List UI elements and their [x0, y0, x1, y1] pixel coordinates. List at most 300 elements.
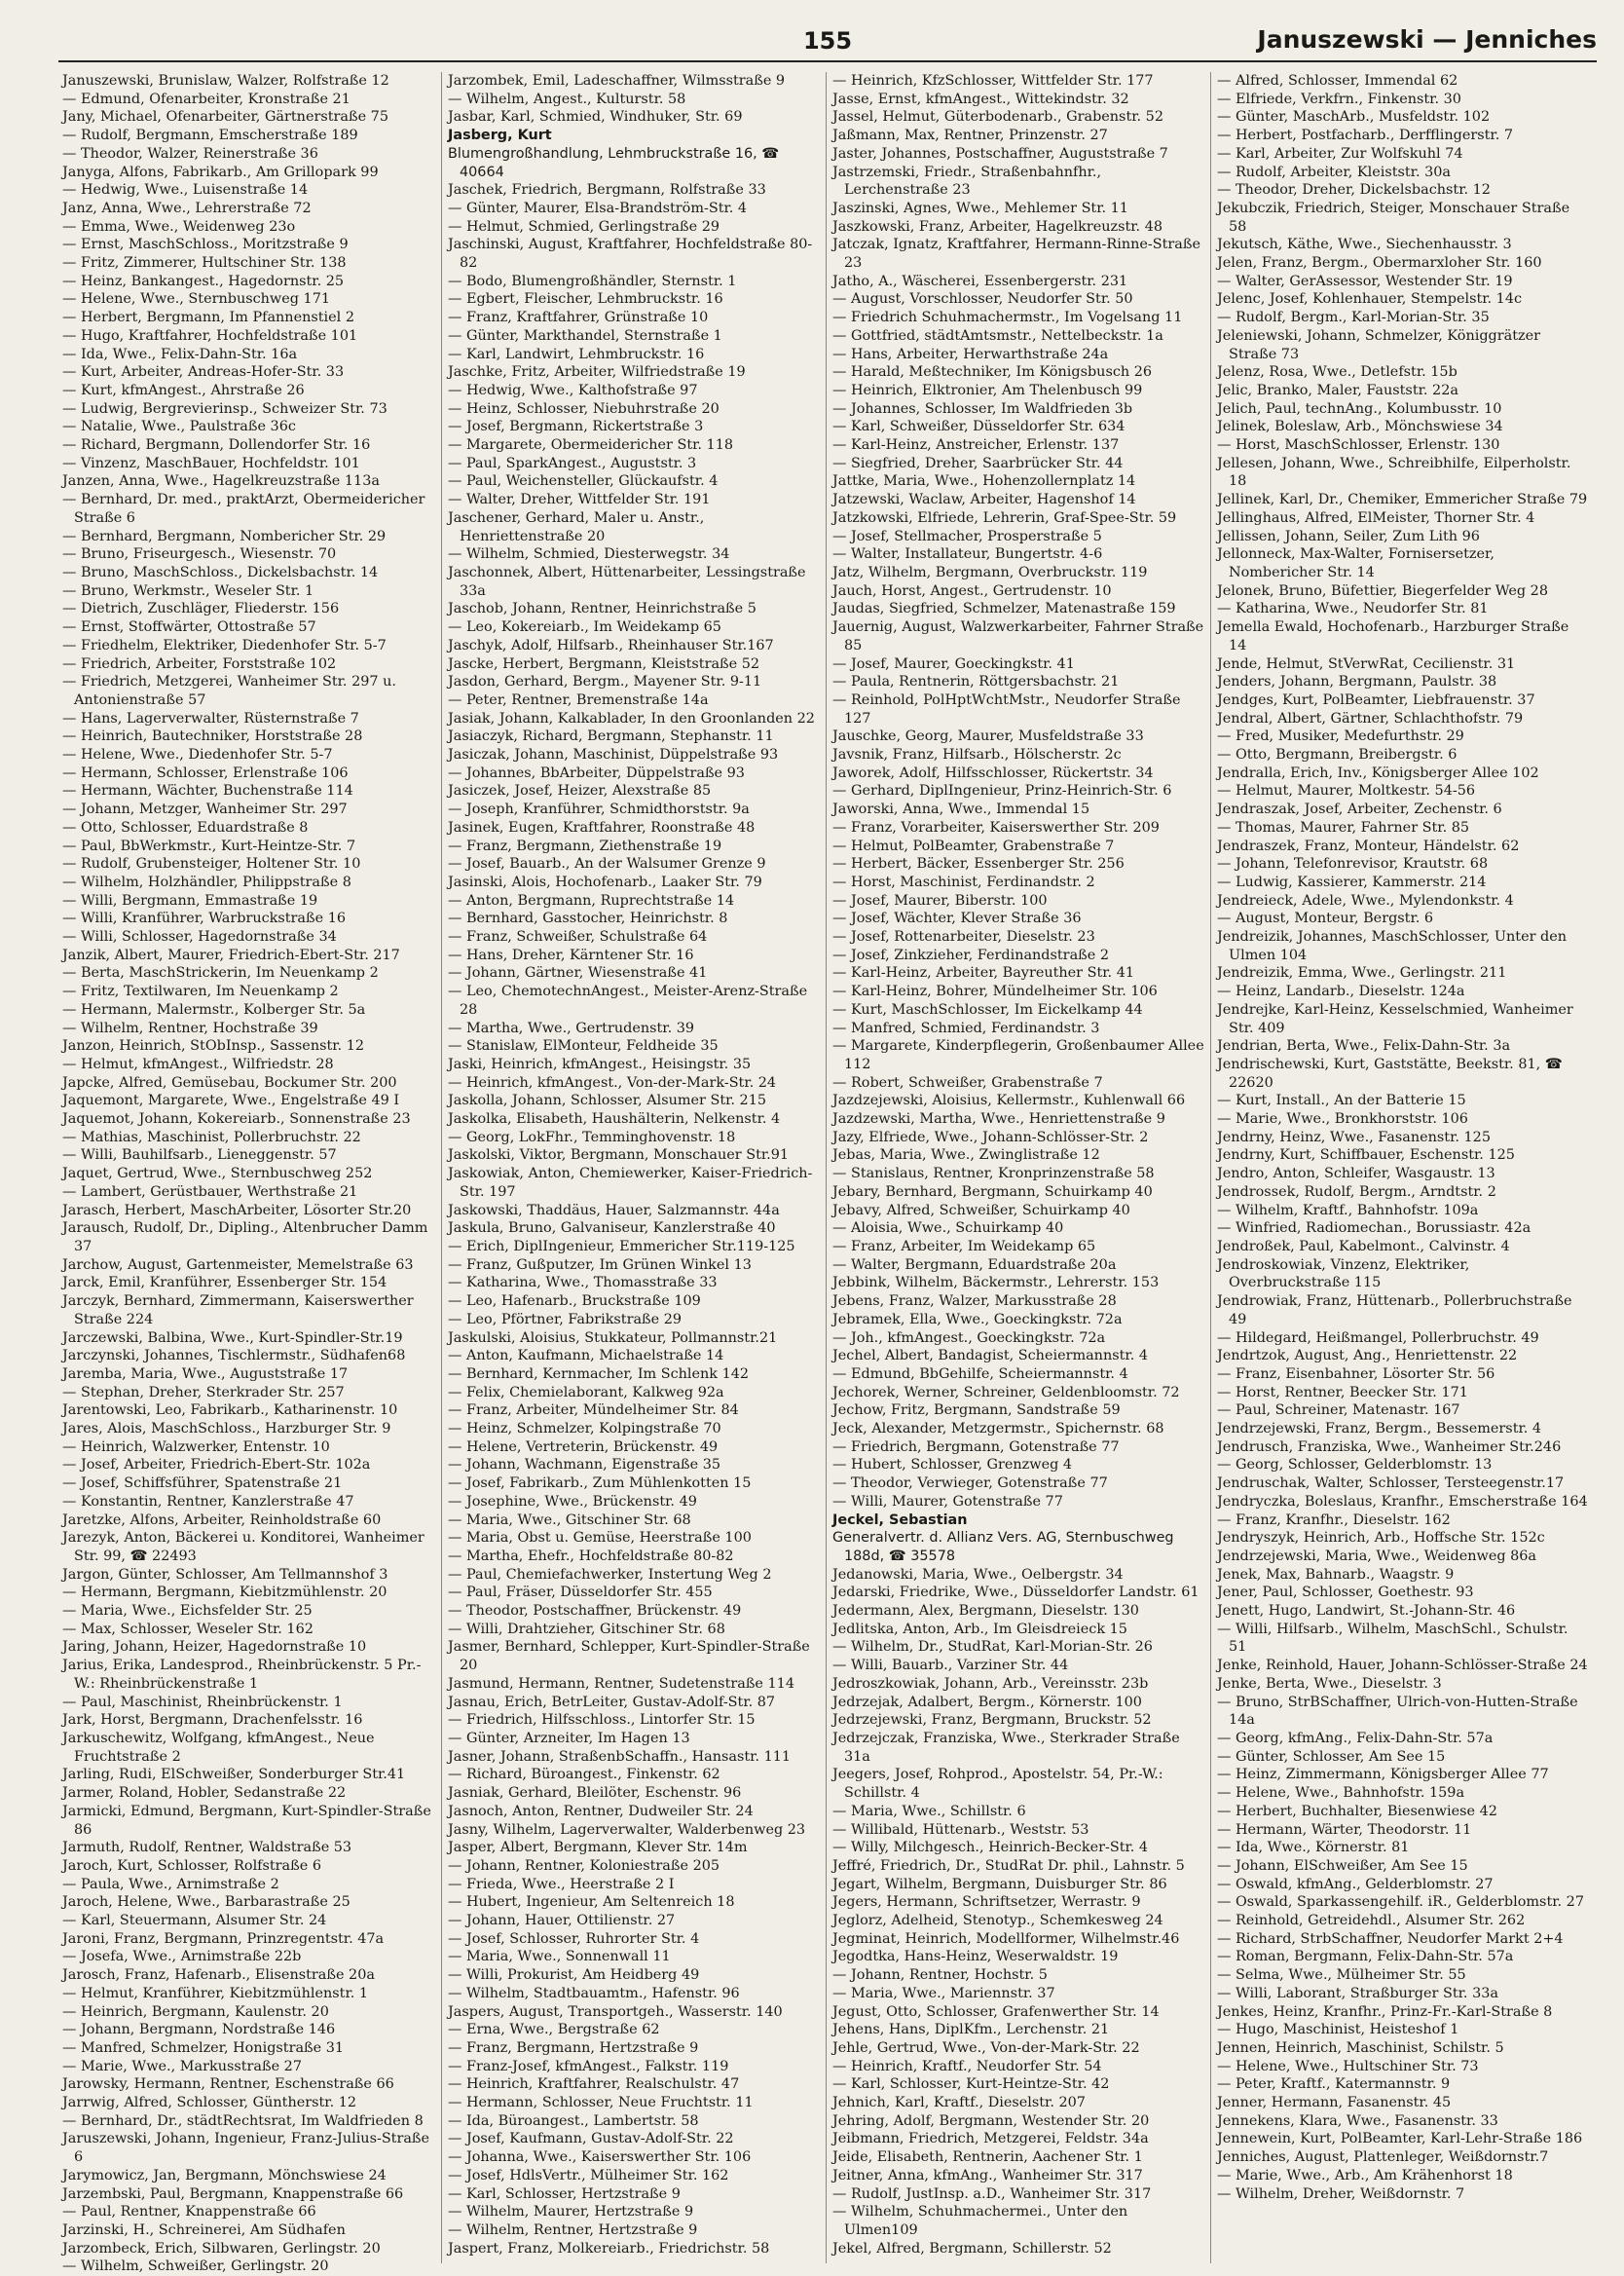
- directory-entry: Jendraszak, Josef, Arbeiter, Zechenstr. 6: [1217, 802, 1502, 818]
- directory-entry: — Josef, Bauarb., An der Walsumer Grenze 9: [448, 856, 766, 873]
- directory-entry: Jasberg, Kurt: [448, 128, 552, 144]
- directory-entry: — Heinz, Zimmermann, Königsberger Allee 77: [1217, 1767, 1549, 1783]
- directory-entry: Jendroßek, Paul, Kabelmont., Calvinstr. 4: [1217, 1239, 1510, 1254]
- directory-entry: — Günter, Markthandel, Sternstraße 1: [448, 327, 722, 344]
- directory-entry: — Johann, Rentner, Koloniestraße 205: [448, 1857, 720, 1874]
- directory-entry: — Helene, Vertreterin, Brückenstr. 49: [448, 1438, 719, 1455]
- directory-entry: — Josef, Rottenarbeiter, Dieselstr. 23: [832, 929, 1095, 946]
- directory-entry: Jaspers, August, Transportgeh., Wasserstr. 140: [448, 2003, 783, 2020]
- directory-entry: Jasniak, Gerhard, Bleilöter, Eschenstr. 96: [448, 1785, 742, 1802]
- directory-entry: — Marie, Wwe., Markusstraße 27: [62, 2058, 302, 2074]
- directory-entry: — Theodor, Walzer, Reinerstraße 36: [62, 145, 318, 162]
- directory-entry: — Franz, Arbeiter, Im Weidekamp 65: [832, 1239, 1096, 1254]
- directory-entry: — Helmut, Kranführer, Kiebitzmühlenstr. 1: [62, 1985, 369, 2001]
- directory-entry: Jasner, Johann, StraßenbSchaffn., Hansastr. 111: [448, 1748, 792, 1765]
- directory-entry: Jaroni, Franz, Bergmann, Prinzregentstr. 47a: [62, 1930, 385, 1947]
- directory-entry: — Bruno, Werkmstr., Weseler Str. 1: [62, 582, 314, 599]
- directory-entry: Jelenc, Josef, Kohlenhauer, Stempelstr. 14c: [1217, 291, 1523, 308]
- directory-entry: Jendreizik, Emma, Wwe., Gerlingstr. 211: [1217, 965, 1507, 982]
- directory-entry: — Johann, Hauer, Ottilienstr. 27: [448, 1913, 676, 1929]
- directory-entry: — Herbert, Postfacharb., Derfflingerstr. 7: [1217, 128, 1514, 144]
- directory-entry: — Karl, Schweißer, Düsseldorfer Str. 634: [832, 419, 1126, 435]
- directory-entry: — Willi, Schlosser, Hagedornstraße 34: [62, 929, 337, 946]
- directory-entry: — Willi, Drahtzieher, Gitschiner Str. 68: [448, 1621, 725, 1637]
- directory-entry: — Theodor, Verwieger, Gotenstraße 77: [832, 1475, 1108, 1492]
- directory-entry: Jauernig, August, Walzwerkarbeiter, Fahrner Straße 85: [832, 619, 1204, 653]
- directory-entry: Jassel, Helmut, Güterbodenarb., Grabenstr. 52: [832, 109, 1163, 126]
- directory-entry: — Willi, Laborant, Straßburger Str. 33a: [1217, 1985, 1498, 2001]
- directory-entry: Jaschener, Gerhard, Maler u. Anstr., Henriettenstraße 20: [448, 509, 705, 544]
- directory-entry: Jennewein, Kurt, PolBeamter, Karl-Lehr-Straße 186: [1217, 2131, 1583, 2147]
- directory-entry: Jeck, Alexander, Metzgermstr., Spichernstr. 68: [832, 1421, 1164, 1437]
- directory-entry: — Natalie, Wwe., Paulstraße 36c: [62, 419, 296, 435]
- directory-entry: — Heinz, Schlosser, Niebuhrstraße 20: [448, 400, 720, 417]
- directory-entry: Jaskula, Bruno, Galvaniseur, Kanzlerstraße 40: [448, 1220, 776, 1237]
- directory-entry: — Josef, Schlosser, Ruhrorter Str. 4: [448, 1930, 700, 1947]
- directory-entry: Jaskolka, Elisabeth, Haushälterin, Nelkenstr. 4: [448, 1111, 781, 1128]
- directory-entry: — Willi, Prokurist, Am Heidberg 49: [448, 1967, 700, 1984]
- directory-entry: — Helmut, kfmAngest., Wilfriedstr. 28: [62, 1056, 334, 1072]
- directory-entry: — Martha, Wwe., Gertrudenstr. 39: [448, 1020, 695, 1036]
- directory-entry: Jascke, Herbert, Bergmann, Kleiststraße 52: [448, 655, 760, 672]
- directory-entry: Janyga, Alfons, Fabrikarb., Am Grillopark 99: [62, 164, 379, 180]
- directory-entry: Jasper, Albert, Bergmann, Klever Str. 14m: [448, 1840, 748, 1856]
- directory-entry: Jatzkowski, Elfriede, Lehrerin, Graf-Spee-Str. 59: [832, 509, 1177, 526]
- directory-entry: Jeide, Elisabeth, Rentnerin, Aachener Str. 1: [832, 2149, 1143, 2166]
- directory-entry: Jarkuschewitz, Wolfgang, kfmAngest., Neue Fruchtstraße 2: [62, 1730, 375, 1765]
- directory-entry: — Heinrich, KfzSchlosser, Wittfelder Str. 177: [832, 73, 1154, 89]
- directory-entry: Jellonneck, Max-Walter, Fornisersetzer, Nombericher Str. 14: [1217, 546, 1495, 580]
- directory-entry: — Peter, Kraftf., Katermannstr. 9: [1217, 2076, 1451, 2093]
- directory-entry: Jendroskowiak, Vinzenz, Elektriker, Overbruckstraße 115: [1217, 1256, 1470, 1291]
- directory-entry: — Vinzenz, MaschBauer, Hochfeldstr. 101: [62, 455, 360, 471]
- directory-entry: — Maria, Wwe., Mariennstr. 37: [832, 1985, 1055, 2001]
- directory-entry: — Georg, LokFhr., Temminghovenstr. 18: [448, 1129, 736, 1145]
- directory-entry: — Bernhard, Dr. med., praktArzt, Obermeidericher Straße 6: [62, 492, 425, 526]
- directory-entry: — Walter, Bergmann, Eduardstraße 20a: [832, 1256, 1117, 1273]
- directory-entry: — Horst, Maschinist, Ferdinandstr. 2: [832, 874, 1095, 890]
- directory-entry: — Wilhelm, Schweißer, Gerlingstr. 20: [62, 2258, 329, 2275]
- directory-entry: — Richard, Bergmann, Dollendorfer Str. 16: [62, 437, 371, 454]
- directory-entry: — Berta, MaschStrickerin, Im Neuenkamp 2: [62, 965, 379, 982]
- directory-entry: Jendrossek, Rudolf, Bergm., Arndtstr. 2: [1217, 1183, 1496, 1200]
- directory-entry: — Paula, Rentnerin, Röttgersbachstr. 21: [832, 674, 1120, 690]
- directory-entry: — Wilhelm, Dr., StudRat, Karl-Morian-Str. 26: [832, 1639, 1153, 1656]
- directory-entry: — Hermann, Wächter, Buchenstraße 114: [62, 783, 353, 800]
- directory-entry: — Franz, Eisenbahner, Lösorter Str. 56: [1217, 1365, 1495, 1382]
- directory-entry: Jedanowski, Maria, Wwe., Oelbergstr. 34: [832, 1566, 1124, 1583]
- directory-entry: Jarausch, Rudolf, Dr., Dipling., Altenbrucher Damm 37: [62, 1220, 428, 1254]
- directory-entry: Janzik, Albert, Maurer, Friedrich-Ebert-Str. 217: [62, 947, 400, 963]
- directory-entry: — Josef, Stellmacher, Prosperstraße 5: [832, 528, 1102, 544]
- directory-entry: — Stanislaw, ElMonteur, Feldheide 35: [448, 1038, 719, 1055]
- directory-entry: Jelic, Branko, Maler, Fauststr. 22a: [1217, 382, 1458, 398]
- directory-entry: — Konstantin, Rentner, Kanzlerstraße 47: [62, 1493, 354, 1510]
- directory-entry: Jendryczka, Boleslaus, Kranfhr., Emscherstraße 164: [1217, 1493, 1588, 1510]
- directory-entry: — Friedrich Schuhmachermstr., Im Vogelsang 11: [832, 310, 1183, 326]
- directory-entry: — Leo, Hafenarb., Bruckstraße 109: [448, 1293, 701, 1310]
- directory-entry: Jegminat, Heinrich, Modellformer, Wilhelmstr.46: [832, 1930, 1180, 1947]
- directory-entry: — Harald, Meßtechniker, Im Königsbusch 26: [832, 364, 1153, 381]
- directory-entry: — Heinrich, kfmAngest., Von-der-Mark-Str. 24: [448, 1074, 777, 1091]
- directory-entry: Jazdzewski, Martha, Wwe., Henriettenstraße 9: [832, 1111, 1165, 1128]
- directory-entry: — Gottfried, städtAmtsmstr., Nettelbeckstr. 1a: [832, 327, 1163, 344]
- directory-columns: [56, 72, 1597, 2275]
- directory-entry: — Bruno, StrBSchaffner, Ulrich-von-Hutten-Straße 14a: [1217, 1694, 1578, 1729]
- directory-entry: Jarczewski, Balbina, Wwe., Kurt-Spindler-Str.19: [62, 1329, 403, 1346]
- directory-entry: — Josef, Zinkzieher, Ferdinandstraße 2: [832, 947, 1110, 963]
- directory-entry: Jattke, Maria, Wwe., Hohenzollernplatz 14: [832, 473, 1136, 490]
- directory-entry: — Heinrich, Kraftfahrer, Realschulstr. 47: [448, 2076, 740, 2093]
- directory-entry: — Josef, Maurer, Biberstr. 100: [832, 892, 1048, 909]
- directory-entry: Jarasch, Herbert, MaschArbeiter, Lösorter Str.20: [62, 1202, 412, 1218]
- directory-entry: — Karl, Schlosser, Hertzstraße 9: [448, 2185, 681, 2202]
- directory-entry: Jekel, Alfred, Bergmann, Schillerstr. 52: [832, 2240, 1112, 2257]
- directory-entry: — Hans, Dreher, Kärntener Str. 16: [448, 947, 694, 963]
- directory-entry: — Winfried, Radiomechan., Borussiastr. 42a: [1217, 1220, 1532, 1237]
- directory-entry: — Hubert, Ingenieur, Am Seltenreich 18: [448, 1894, 735, 1911]
- directory-entry: — Josef, Maurer, Goeckingkstr. 41: [832, 655, 1075, 672]
- directory-entry: — Frieda, Wwe., Heerstraße 2 I: [448, 1876, 675, 1892]
- column-2: [441, 72, 826, 2263]
- directory-entry: — Ida, Wwe., Felix-Dahn-Str. 16a: [62, 346, 298, 362]
- directory-entry: — Joseph, Kranführer, Schmidthorststr. 9a: [448, 802, 750, 818]
- directory-entry: — Josef, Bergmann, Rickertstraße 3: [448, 419, 704, 435]
- directory-entry: — Wilhelm, Holzhändler, Philippstraße 8: [62, 874, 351, 890]
- directory-entry: Jaroch, Helene, Wwe., Barbarastraße 25: [62, 1894, 351, 1911]
- directory-entry: — Erna, Wwe., Bergstraße 62: [448, 2022, 660, 2038]
- directory-entry: — Siegfried, Dreher, Saarbrücker Str. 44: [832, 455, 1124, 471]
- directory-entry: Jaschyk, Adolf, Hilfsarb., Rheinhauser Str.167: [448, 637, 774, 653]
- directory-entry: — Bernhard, Gasstocher, Heinrichstr. 8: [448, 911, 728, 927]
- directory-entry: — Karl-Heinz, Arbeiter, Bayreuther Str. 41: [832, 965, 1135, 982]
- directory-entry: Jarzembski, Paul, Bergmann, Knappenstraße 66: [62, 2185, 404, 2202]
- directory-entry: Jatczak, Ignatz, Kraftfahrer, Hermann-Rinne-Straße 23: [832, 237, 1200, 272]
- directory-entry: Jendryszyk, Heinrich, Arb., Hoffsche Str. 152c: [1217, 1530, 1545, 1547]
- directory-entry: Jaretzke, Alfons, Arbeiter, Reinholdstraße 60: [62, 1511, 382, 1528]
- directory-entry: — Elfriede, Verkfrn., Finkenstr. 30: [1217, 91, 1461, 107]
- directory-entry: Generalvertr. d. Allianz Vers. AG, Sternbuschweg 188d, ☎ 35578: [832, 1530, 1174, 1564]
- directory-entry: — Ludwig, Bergrevierinsp., Schweizer Str. 73: [62, 400, 388, 417]
- directory-entry: — Hermann, Bergmann, Kiebitzmühlenstr. 20: [62, 1585, 388, 1601]
- directory-entry: — Willi, Bergmann, Emmastraße 19: [62, 892, 318, 909]
- directory-entry: Jedarski, Friedrike, Wwe., Düsseldorfer Landstr. 61: [832, 1585, 1200, 1601]
- directory-entry: Jehring, Adolf, Bergmann, Westender Str. 20: [832, 2112, 1150, 2129]
- directory-entry: — Josef, HdlsVertr., Mülheimer Str. 162: [448, 2167, 729, 2183]
- directory-entry: — Paul, BbWerkmstr., Kurt-Heintze-Str. 7: [62, 838, 356, 854]
- directory-entry: — Manfred, Schmied, Ferdinandstr. 3: [832, 1020, 1100, 1036]
- directory-entry: — Helene, Wwe., Diedenhofer Str. 5-7: [62, 747, 333, 764]
- directory-entry: Jenett, Hugo, Landwirt, St.-Johann-Str. 46: [1217, 1603, 1516, 1620]
- directory-entry: — Willi, Kranführer, Warbruckstraße 16: [62, 911, 347, 927]
- directory-entry: — Hugo, Kraftfahrer, Hochfeldstraße 101: [62, 327, 358, 344]
- directory-entry: — Reinhold, PolHptWchtMstr., Neudorfer Straße 127: [832, 691, 1181, 727]
- directory-entry: — August, Vorschlosser, Neudorfer Str. 50: [832, 291, 1133, 308]
- directory-entry: — Friedrich, Hilfsschloss., Lintorfer Str. 15: [448, 1712, 756, 1729]
- directory-entry: — Georg, kfmAng., Felix-Dahn-Str. 57a: [1217, 1730, 1494, 1746]
- directory-entry: Jarmer, Roland, Hobler, Sedanstraße 22: [62, 1785, 347, 1802]
- directory-entry: — Paul, Fräser, Düsseldorfer Str. 455: [448, 1585, 713, 1601]
- directory-entry: — Max, Schlosser, Weseler Str. 162: [62, 1621, 314, 1637]
- directory-entry: Jany, Michael, Ofenarbeiter, Gärtnerstraße 75: [62, 109, 388, 126]
- directory-entry: — Helene, Wwe., Hultschiner Str. 73: [1217, 2058, 1479, 2074]
- directory-entry: — Edmund, BbGehilfe, Scheiermannstr. 4: [832, 1365, 1128, 1382]
- directory-entry: Jaremba, Maria, Wwe., Auguststraße 17: [62, 1365, 349, 1382]
- directory-entry: — Hermann, Schlosser, Erlenstraße 106: [62, 765, 349, 781]
- directory-entry: — Josef, Kaufmann, Gustav-Adolf-Str. 22: [448, 2131, 734, 2147]
- directory-entry: Jellissen, Johann, Seiler, Zum Lith 96: [1217, 528, 1480, 544]
- directory-entry: — Rudolf, Bergmann, Emscherstraße 189: [62, 128, 358, 144]
- directory-entry: — Franz, Kraftfahrer, Grünstraße 10: [448, 310, 709, 326]
- directory-entry: — Emma, Wwe., Weidenweg 23o: [62, 218, 296, 235]
- directory-entry: — Thomas, Maurer, Fahrner Str. 85: [1217, 819, 1470, 836]
- directory-entry: — Selma, Wwe., Mülheimer Str. 55: [1217, 1967, 1466, 1984]
- directory-entry: Jendral, Albert, Gärtner, Schlachthofstr. 79: [1217, 710, 1524, 727]
- directory-entry: — Friedrich, Arbeiter, Forststraße 102: [62, 655, 337, 672]
- directory-entry: — Felix, Chemielaborant, Kalkweg 92a: [448, 1384, 724, 1400]
- directory-entry: — Stephan, Dreher, Sterkrader Str. 257: [62, 1384, 345, 1400]
- directory-entry: — Fred, Musiker, Medefurthstr. 29: [1217, 728, 1464, 745]
- directory-entry: — Karl, Schlosser, Kurt-Heintze-Str. 42: [832, 2076, 1110, 2093]
- directory-entry: — Franz, Bergmann, Hertzstraße 9: [448, 2039, 699, 2056]
- directory-entry: — Herbert, Bergmann, Im Pfannenstiel 2: [62, 310, 354, 326]
- directory-entry: Jendruschak, Walter, Schlosser, Tersteegenstr.17: [1217, 1475, 1565, 1492]
- directory-entry: — Lambert, Gerüstbauer, Werthstraße 21: [62, 1183, 358, 1200]
- directory-entry: Jaskolla, Johann, Schlosser, Alsumer Str. 215: [448, 1093, 767, 1109]
- directory-entry: — Günter, MaschArb., Musfeldstr. 102: [1217, 109, 1491, 126]
- directory-entry: — Heinrich, Walzwerker, Entenstr. 10: [62, 1438, 330, 1455]
- directory-entry: Jendreieck, Adele, Wwe., Mylendonkstr. 4: [1217, 892, 1514, 909]
- directory-entry: — Franz, Kranfhr., Dieselstr. 162: [1217, 1511, 1451, 1528]
- directory-entry: Jebary, Bernhard, Bergmann, Schuirkamp 40: [832, 1183, 1153, 1200]
- directory-entry: — Günter, Arzneiter, Im Hagen 13: [448, 1730, 690, 1746]
- directory-entry: Jenkes, Heinz, Kranfhr., Prinz-Fr.-Karl-Straße 8: [1217, 2003, 1553, 2020]
- directory-entry: Jaster, Johannes, Postschaffner, Auguststraße 7: [832, 145, 1168, 162]
- directory-entry: Jaßmann, Max, Rentner, Prinzenstr. 27: [832, 128, 1108, 144]
- directory-entry: — Walter, GerAssessor, Westender Str. 19: [1217, 273, 1513, 289]
- directory-entry: — Johann, Bergmann, Nordstraße 146: [62, 2022, 336, 2038]
- directory-entry: Jarrwig, Alfred, Schlosser, Güntherstr. 12: [62, 2095, 357, 2111]
- directory-entry: — Richard, StrbSchaffner, Neudorfer Markt 2+4: [1217, 1930, 1564, 1947]
- directory-entry: — Wilhelm, Maurer, Hertzstraße 9: [448, 2204, 694, 2220]
- directory-entry: Jasiczak, Johann, Maschinist, Düppelstraße 93: [448, 747, 779, 764]
- directory-entry: Jasinski, Alois, Hochofenarb., Laaker Str. 79: [448, 874, 762, 890]
- directory-entry: — Ernst, MaschSchloss., Moritzstraße 9: [62, 237, 349, 253]
- directory-entry: Jechow, Fritz, Bergmann, Sandstraße 59: [832, 1402, 1121, 1419]
- directory-entry: Jastrzemski, Friedr., Straßenbahnfhr., Lerchenstraße 23: [832, 164, 1102, 199]
- directory-entry: — Heinrich, Kraftf., Neudorfer Str. 54: [832, 2058, 1102, 2074]
- column-1: [56, 72, 441, 2275]
- directory-entry: Jekubczik, Friedrich, Steiger, Monschauer Straße 58: [1217, 200, 1570, 235]
- directory-entry: Jehle, Gertrud, Wwe., Von-der-Mark-Str. 22: [832, 2039, 1140, 2056]
- directory-entry: Jaschinski, August, Kraftfahrer, Hochfeldstraße 80-82: [448, 237, 813, 272]
- directory-entry: Jedrzejewski, Franz, Bergmann, Bruckstr. 52: [832, 1712, 1152, 1729]
- directory-entry: — Walter, Dreher, Wittfelder Str. 191: [448, 492, 711, 508]
- directory-entry: — Günter, Maurer, Elsa-Brandström-Str. 4: [448, 200, 748, 216]
- directory-entry: — Heinrich, Elktronier, Am Thelenbusch 99: [832, 382, 1143, 398]
- directory-entry: Jasse, Ernst, kfmAngest., Wittekindstr. 32: [832, 91, 1129, 107]
- directory-entry: — Franz, Gußputzer, Im Grünen Winkel 13: [448, 1256, 752, 1273]
- directory-entry: Jazy, Elfriede, Wwe., Johann-Schlösser-Str. 2: [832, 1129, 1149, 1145]
- directory-entry: Januszewski, Brunislaw, Walzer, Rolfstraße 12: [62, 73, 389, 89]
- column-4: [1210, 72, 1595, 2263]
- directory-entry: — Heinrich, Bautechniker, Horststraße 28: [62, 728, 363, 745]
- directory-entry: — Karl, Steuermann, Alsumer Str. 24: [62, 1913, 327, 1929]
- directory-entry: Jarzombek, Emil, Ladeschaffner, Wilmsstraße 9: [448, 73, 786, 89]
- directory-entry: — Hubert, Schlosser, Grenzweg 4: [832, 1457, 1073, 1474]
- directory-entry: Jeffré, Friedrich, Dr., StudRat Dr. phil., Lahnstr. 5: [832, 1857, 1185, 1874]
- directory-entry: Jarczyk, Bernhard, Zimmermann, Kaiserswerther Straße 224: [62, 1293, 414, 1327]
- directory-entry: — Hans, Arbeiter, Herwarthstraße 24a: [832, 346, 1109, 362]
- directory-entry: — Aloisia, Wwe., Schuirkamp 40: [832, 1220, 1064, 1237]
- directory-entry: — Helene, Wwe., Bahnhofstr. 159a: [1217, 1785, 1465, 1802]
- directory-entry: Jendrny, Heinz, Wwe., Fasanenstr. 125: [1217, 1129, 1491, 1145]
- directory-entry: — Georg, Schlosser, Gelderblomstr. 13: [1217, 1457, 1493, 1474]
- directory-entry: Jennen, Heinrich, Maschinist, Schilstr. 5: [1217, 2039, 1504, 2056]
- directory-entry: Jekutsch, Käthe, Wwe., Siechenhausstr. 3: [1217, 237, 1512, 253]
- directory-entry: — Erich, DiplIngenieur, Emmericher Str.119-125: [448, 1239, 795, 1254]
- directory-entry: Jasdon, Gerhard, Bergm., Mayener Str. 9-11: [448, 674, 762, 690]
- directory-entry: Jeegers, Josef, Rohprod., Apostelstr. 54, Pr.-W.: Schillstr. 4: [832, 1767, 1163, 1802]
- directory-entry: — Willi, Hilfsarb., Wilhelm, MaschSchl., Schulstr. 51: [1217, 1621, 1569, 1656]
- directory-entry: — Wilhelm, Stadtbauamtm., Hafenstr. 96: [448, 1985, 740, 2001]
- directory-entry: — Paul, Weichensteller, Glückaufstr. 4: [448, 473, 719, 490]
- directory-entry: — Ida, Wwe., Körnerstr. 81: [1217, 1840, 1410, 1856]
- directory-entry: Jasmer, Bernhard, Schlepper, Kurt-Spindler-Straße 20: [448, 1639, 810, 1674]
- directory-entry: — Hans, Lagerverwalter, Rüsternstraße 7: [62, 710, 359, 727]
- directory-entry: Jechel, Albert, Bandagist, Scheiermannstr. 4: [832, 1348, 1148, 1364]
- directory-entry: — Oswald, kfmAng., Gelderblomstr. 27: [1217, 1876, 1494, 1892]
- directory-entry: — Katharina, Wwe., Neudorfer Str. 81: [1217, 601, 1489, 617]
- directory-entry: — Josephine, Wwe., Brückenstr. 49: [448, 1493, 697, 1510]
- directory-entry: — Roman, Bergmann, Felix-Dahn-Str. 57a: [1217, 1949, 1514, 1965]
- directory-entry: — Johann, ElSchweißer, Am See 15: [1217, 1857, 1468, 1874]
- directory-entry: Jeglorz, Adelheid, Stenotyp., Schemkesweg 24: [832, 1913, 1163, 1929]
- directory-entry: Janz, Anna, Wwe., Lehrerstraße 72: [62, 200, 312, 216]
- directory-entry: Jaskulski, Aloisius, Stukkateur, Pollmannstr.21: [448, 1329, 778, 1346]
- directory-entry: — Kurt, Arbeiter, Andreas-Hofer-Str. 33: [62, 364, 345, 381]
- directory-entry: Jendrischewski, Kurt, Gaststätte, Beekstr. 81, ☎ 22620: [1217, 1056, 1563, 1091]
- directory-entry: — Theodor, Dreher, Dickelsbachstr. 12: [1217, 182, 1491, 199]
- directory-entry: — Karl, Arbeiter, Zur Wolfskuhl 74: [1217, 145, 1463, 162]
- directory-entry: — Robert, Schweißer, Grabenstraße 7: [832, 1074, 1103, 1091]
- directory-entry: Jendrzejewski, Franz, Bergm., Bessemerstr. 4: [1217, 1421, 1542, 1437]
- directory-entry: Jares, Alois, MaschSchloss., Harzburger Str. 9: [62, 1421, 391, 1437]
- directory-entry: Jauch, Horst, Angest., Gertrudenstr. 10: [832, 582, 1112, 599]
- directory-entry: Jazdzejewski, Aloisius, Kellermstr., Kuhlenwall 66: [832, 1093, 1186, 1109]
- directory-entry: Jeleniewski, Johann, Schmelzer, Königgrätzer Straße 73: [1217, 327, 1540, 362]
- directory-entry: — Martha, Ehefr., Hochfeldstraße 80-82: [448, 1548, 734, 1564]
- directory-entry: — Bruno, Friseurgesch., Wiesenstr. 70: [62, 546, 337, 563]
- directory-entry: — Fritz, Textilwaren, Im Neuenkamp 2: [62, 984, 339, 1000]
- directory-entry: — Margarete, Kinderpflegerin, Großenbaumer Allee 112: [832, 1038, 1204, 1072]
- directory-entry: Jenek, Max, Bahnarb., Waagstr. 9: [1217, 1566, 1455, 1583]
- directory-entry: — Paula, Wwe., Arnimstraße 2: [62, 1876, 279, 1892]
- directory-entry: — Franz, Bergmann, Ziethenstraße 19: [448, 838, 722, 854]
- directory-entry: Japcke, Alfred, Gemüsebau, Bockumer Str. 200: [62, 1074, 397, 1091]
- directory-entry: Jaskolski, Viktor, Bergmann, Monschauer Str.91: [448, 1147, 790, 1164]
- directory-entry: — Johanna, Wwe., Kaiserswerther Str. 106: [448, 2149, 752, 2166]
- directory-entry: — Wilhelm, Rentner, Hertzstraße 9: [448, 2221, 698, 2238]
- directory-entry: Jendro, Anton, Schleifer, Wasgaustr. 13: [1217, 1166, 1495, 1182]
- directory-entry: Jedroszkowiak, Johann, Arb., Vereinsstr. 23b: [832, 1675, 1149, 1692]
- directory-entry: — Heinz, Bankangest., Hagedornstr. 25: [62, 273, 345, 289]
- directory-entry: Jenke, Berta, Wwe., Dieselstr. 3: [1217, 1675, 1442, 1692]
- directory-entry: Jellinghaus, Alfred, ElMeister, Thorner Str. 4: [1217, 509, 1535, 526]
- directory-entry: Jasiaczyk, Richard, Bergmann, Stephanstr. 11: [448, 728, 774, 745]
- directory-entry: Jatho, A., Wäscherei, Essenbergerstr. 231: [832, 273, 1128, 289]
- directory-entry: Jendrny, Kurt, Schiffbauer, Eschenstr. 125: [1217, 1147, 1515, 1164]
- directory-entry: Janzon, Heinrich, StObInsp., Sassenstr. 12: [62, 1038, 365, 1055]
- directory-entry: Jaquemot, Johann, Kokereiarb., Sonnenstraße 23: [62, 1111, 411, 1128]
- directory-entry: — Hermann, Wärter, Theodorstr. 11: [1217, 1821, 1472, 1838]
- directory-entry: Jarezyk, Anton, Bäckerei u. Konditorei, Wanheimer Str. 99, ☎ 22493: [62, 1530, 424, 1564]
- directory-entry: Jatz, Wilhelm, Bergmann, Overbruckstr. 119: [832, 564, 1148, 580]
- directory-entry: Jellesen, Johann, Wwe., Schreibhilfe, Eilperholstr. 18: [1217, 455, 1571, 490]
- directory-entry: — Bernhard, Bergmann, Nombericher Str. 29: [62, 528, 387, 544]
- directory-entry: Jatzewski, Waclaw, Arbeiter, Hagenshof 14: [832, 492, 1136, 508]
- directory-entry: — Johann, Metzger, Wanheimer Str. 297: [62, 802, 348, 818]
- directory-entry: Jarzinski, H., Schreinerei, Am Südhafen: [62, 2221, 346, 2238]
- directory-entry: Jarzombeck, Erich, Silbwaren, Gerlingstr. 20: [62, 2240, 381, 2257]
- directory-entry: — Maria, Wwe., Sonnenwall 11: [448, 1949, 671, 1965]
- directory-entry: Jaschek, Friedrich, Bergmann, Rolfstraße 33: [448, 182, 766, 199]
- directory-entry: Jarosch, Franz, Hafenarb., Elisenstraße 20a: [62, 1967, 375, 1984]
- directory-entry: — Hildegard, Heißmangel, Pollerbruchstr. 49: [1217, 1329, 1539, 1346]
- directory-entry: — Johann, Rentner, Hochstr. 5: [832, 1967, 1048, 1984]
- directory-entry: — Rudolf, Bergm., Karl-Morian-Str. 35: [1217, 310, 1490, 326]
- directory-entry: — Heinz, Schmelzer, Kolpingstraße 70: [448, 1421, 721, 1437]
- directory-entry: — Friedrich, Bergmann, Gotenstraße 77: [832, 1438, 1120, 1455]
- directory-entry: — Peter, Rentner, Bremenstraße 14a: [448, 691, 709, 708]
- page-header: [58, 21, 1597, 58]
- directory-entry: — Anton, Kaufmann, Michaelstraße 14: [448, 1348, 724, 1364]
- directory-entry: — Fritz, Zimmerer, Hultschiner Str. 138: [62, 255, 347, 272]
- directory-entry: Jelen, Franz, Bergm., Obermarxloher Str. 160: [1217, 255, 1542, 272]
- directory-entry: — Ida, Büroangest., Lambertstr. 58: [448, 2112, 699, 2129]
- directory-entry: — Wilhelm, Rentner, Hochstraße 39: [62, 1020, 318, 1036]
- directory-entry: Jeitner, Anna, kfmAng., Wanheimer Str. 317: [832, 2167, 1143, 2183]
- directory-entry: — Ludwig, Kassierer, Kammerstr. 214: [1217, 874, 1487, 890]
- directory-entry: Jedermann, Alex, Bergmann, Dieselstr. 130: [832, 1603, 1139, 1620]
- directory-entry: — Otto, Schlosser, Eduardstraße 8: [62, 819, 309, 836]
- directory-entry: — Katharina, Wwe., Thomasstraße 33: [448, 1275, 718, 1291]
- directory-entry: — Manfred, Schmelzer, Honigstraße 31: [62, 2039, 345, 2056]
- directory-entry: Jasmund, Hermann, Rentner, Sudetenstraße 114: [448, 1675, 794, 1692]
- directory-entry: — Maria, Obst u. Gemüse, Heerstraße 100: [448, 1530, 752, 1547]
- directory-entry: Jedlitska, Anton, Arb., Im Gleisdreieck 15: [832, 1621, 1127, 1637]
- directory-entry: Jarentowski, Leo, Fabrikarb., Katharinenstr. 10: [62, 1402, 398, 1419]
- directory-entry: Jehnich, Karl, Kraftf., Dieselstr. 207: [832, 2095, 1086, 2111]
- directory-entry: — Rudolf, JustInsp. a.D., Wanheimer Str. 317: [832, 2185, 1152, 2202]
- directory-entry: Jenders, Johann, Bergmann, Paulstr. 38: [1217, 674, 1497, 690]
- directory-entry: — Willy, Milchgesch., Heinrich-Becker-Str. 4: [832, 1840, 1149, 1856]
- directory-entry: Jarius, Erika, Landesprod., Rheinbrückenstr. 5 Pr.-W.: Rheinbrückenstraße 1: [62, 1658, 422, 1692]
- directory-entry: Jasnoch, Anton, Rentner, Dudweiler Str. 24: [448, 1803, 754, 1819]
- directory-entry: — Anton, Bergmann, Ruprechtstraße 14: [448, 892, 735, 909]
- directory-entry: Jarymowicz, Jan, Bergmann, Mönchswiese 24: [62, 2167, 387, 2183]
- directory-entry: Jeibmann, Friedrich, Metzgerei, Feldstr. 34a: [832, 2131, 1149, 2147]
- directory-entry: Jechorek, Werner, Schreiner, Geldenbloomstr. 72: [832, 1384, 1180, 1400]
- directory-entry: — Kurt, Install., An der Batterie 15: [1217, 1093, 1466, 1109]
- directory-entry: Jaudas, Siegfried, Schmelzer, Matenastraße 159: [832, 601, 1176, 617]
- directory-entry: Jaquemont, Margarete, Wwe., Engelstraße 49 I: [62, 1093, 400, 1109]
- directory-entry: Jaskowski, Thaddäus, Hauer, Salzmannstr. 44a: [448, 1202, 780, 1218]
- directory-entry: Jendrtzok, August, Ang., Henriettenstr. 22: [1217, 1348, 1518, 1364]
- directory-entry: — Willibald, Hüttenarb., Weststr. 53: [832, 1821, 1089, 1838]
- directory-entry: — August, Monteur, Bergstr. 6: [1217, 911, 1434, 927]
- directory-entry: Jennekens, Klara, Wwe., Fasanenstr. 33: [1217, 2112, 1498, 2129]
